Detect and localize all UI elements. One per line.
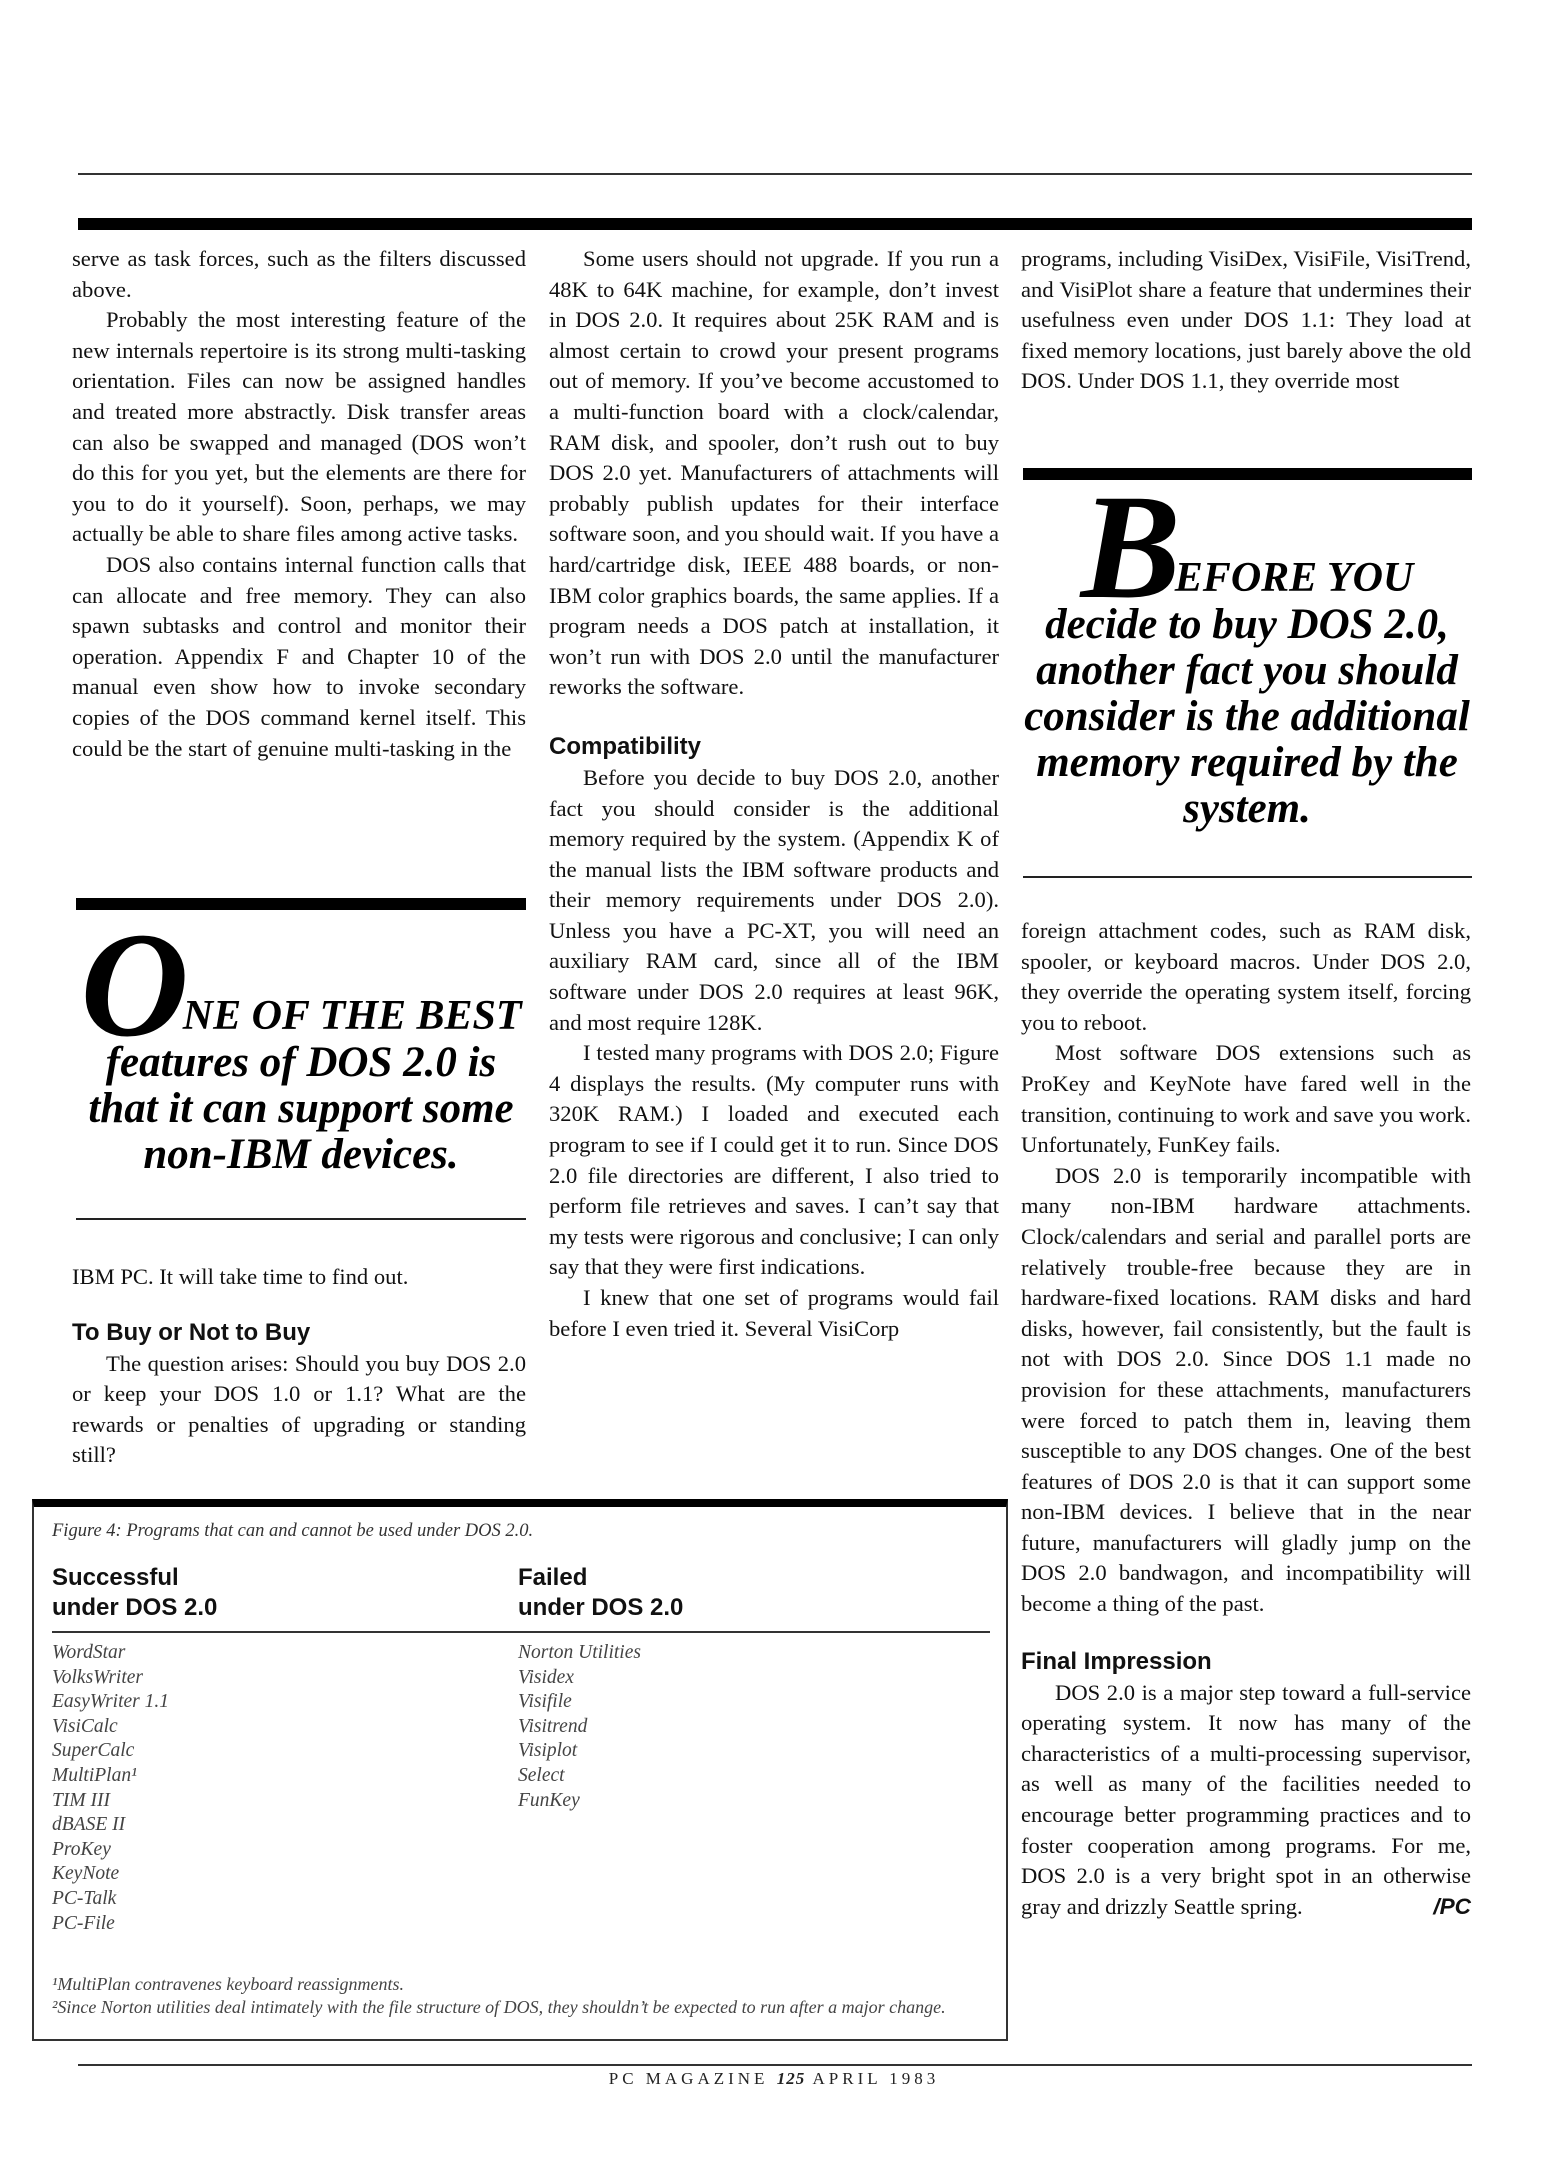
paragraph xyxy=(1021,1678,1471,1923)
list-item: VisiCalc xyxy=(52,1715,118,1737)
paragraph: DOS also contains internal function calls that can allocate and free memory. They can also spawn subtasks and control and monitor their operation. Appendix F and Chapter 10 of the manual even show how to invoke secondary copies of the DOS command kernel itself. This could be the start of genuine multi-tasking in the xyxy=(72,551,526,761)
pull-quote-2-bottom-rule xyxy=(1023,876,1472,878)
list-item: EasyWriter 1.1 xyxy=(52,1691,169,1713)
pull-quote-2 xyxy=(1016,464,1478,832)
paragraph: I tested many programs with DOS 2.0; Figure 4 displays the results. (My computer runs with 320K RAM.) I loaded and executed each program to see if I could get it to run. Since DOS 2.0 file directories are different, I also tried to perform file retrieves and saves. I can’t say that my tests were rigorous and conclusive; I can only say that they were first indications. xyxy=(549,1040,999,1280)
top-thick-rule xyxy=(78,218,1472,230)
successful-list xyxy=(52,1641,169,1936)
section-heading: To Buy or Not to Buy xyxy=(72,1318,311,1346)
paragraph: Some users should not upgrade. If you run a 48K to 64K machine, for example, don’t invest in DOS 2.0. It requires about 25K RAM and is almost certain to crowd your present programs out of memory. If you’ve become accustomed to a multi-function board with a clock/calendar, RAM disk, and spooler, don’t rush out to buy DOS 2.0 yet. Manufacturers of attachments will probably publish updates for their interface software soon, and you should wait. If you have a hard/cartridge disk, IEEE 488 boards, or non-IBM color graphics boards, the same applies. If a program needs a DOS patch at installation, it won’t run with DOS 2.0 until the manufacturer reworks the software. xyxy=(549,246,999,700)
closing-text: DOS 2.0 is a major step toward a full-service operating system. It now has many of the characteristics of a multi-processing supervisor, as well as many of the facilities needed to encourage better programming practices and to foster cooperation among programs. For me, DOS 2.0 is a very bright spot in an otherwise gray and drizzly Seattle spring. xyxy=(1021,1679,1471,1919)
page-number: 125 xyxy=(776,2069,806,2088)
paragraph: serve as task forces, such as the filters discussed above. xyxy=(72,246,526,302)
list-item: Norton Utilities xyxy=(518,1642,641,1663)
paragraph: Most software DOS extensions such as ProKey and KeyNote have fared well in the transition, continuing to work and save you work. Unfortunately, FunKey fails. xyxy=(1021,1040,1471,1158)
list-item: MultiPlan¹ xyxy=(52,1764,137,1786)
issue-date: APRIL 1983 xyxy=(812,2069,940,2088)
section-heading: Compatibility xyxy=(549,732,702,760)
footer-rule xyxy=(78,2064,1472,2066)
magazine-name: PC MAGAZINE xyxy=(608,2069,769,2088)
failed-column-heading xyxy=(518,1563,683,1623)
figure-header-rule xyxy=(52,1631,990,1633)
signoff: /PC xyxy=(1433,1893,1471,1919)
heading-line: Failed xyxy=(518,1564,588,1591)
paragraph: programs, including VisiDex, VisiFile, VisiTrend, and VisiPlot share a feature that undermines their usefulness even under DOS 1.1: They load at fixed memory locations, just barely above the old DOS. Under DOS 1.1, they override most xyxy=(1021,246,1471,394)
paragraph: I knew that one set of programs would fail before I even tried it. Several VisiCorp xyxy=(549,1285,999,1341)
column-3-upper xyxy=(1021,244,1471,397)
paragraph: foreign attachment codes, such as RAM disk, spooler, or keyboard macros. Under DOS 2.0, they override the operating system itself, forcing you to reboot. xyxy=(1021,918,1471,1035)
failed-list xyxy=(518,1641,641,1813)
pull-quote-text: features of DOS 2.0 is that it can support some non-IBM devices. xyxy=(88,1039,514,1178)
pull-quote-lead: NE OF THE BEST xyxy=(182,993,522,1039)
list-item: PC-File xyxy=(52,1912,115,1934)
pull-quote-text: decide to buy DOS 2.0, another fact you should consider is the additional memory required by the system. xyxy=(1024,601,1470,832)
list-item: VolksWriter xyxy=(52,1666,143,1688)
footnote: ²Since Norton utilities deal intimately with the file structure of DOS, they shouldn’t be expected to run after a major change. xyxy=(52,1997,946,2017)
section-heading: Final Impression xyxy=(1021,1647,1212,1675)
figure-footnotes xyxy=(52,1973,992,2019)
list-item: Visiplot xyxy=(518,1740,578,1762)
heading-line: under DOS 2.0 xyxy=(52,1594,218,1621)
list-item: WordStar xyxy=(52,1642,126,1663)
figure-4-table xyxy=(32,1499,1008,2041)
pull-quote-1 xyxy=(66,902,536,1178)
pull-quote-1-bottom-rule xyxy=(76,1218,526,1220)
list-item: SuperCalc xyxy=(52,1740,135,1762)
heading-line: Successful xyxy=(52,1564,179,1591)
column-2 xyxy=(549,244,999,1344)
paragraph: Probably the most interesting feature of the new internals repertoire is its strong multi-tasking orientation. Files can now be assigned handles and treated more abstractly. Disk transfer areas can also be swapped and managed (DOS won’t do this for you yet, but the elements are there for you to do it yourself). Soon, perhaps, we may actually be able to share files among active tasks. xyxy=(72,307,526,547)
page-footer xyxy=(0,2069,1548,2089)
drop-cap: O xyxy=(80,902,189,1068)
pull-quote-lead: EFORE YOU xyxy=(1174,555,1414,601)
footnote: ¹MultiPlan contravenes keyboard reassignments. xyxy=(52,1974,404,1994)
list-item: dBASE II xyxy=(52,1814,126,1836)
list-item: Visitrend xyxy=(518,1715,588,1737)
paragraph: DOS 2.0 is temporarily incompatible with many non-IBM hardware attachments. Clock/calendars and serial and parallel ports are relatively trouble-free because they are in hardware-fixed locations. RAM disks and hard disks, however, fail consistently, but the fault is not with DOS 2.0. Since DOS 1.1 made no provision for these attachments, manufacturers were forced to patch them in, leaving them susceptible to any DOS changes. One of the best features of DOS 2.0 is that it can support some non-IBM devices. I believe that in the near future, manufacturers will gladly jump on the DOS 2.0 bandwagon, and incompatibility will become a thing of the past. xyxy=(1021,1162,1471,1617)
list-item: Visidex xyxy=(518,1666,574,1688)
drop-cap: B xyxy=(1080,464,1181,630)
paragraph: Before you decide to buy DOS 2.0, another fact you should consider is the additional memory required by the system. (Appendix K of the manual lists the IBM software products and their memory requirements under DOS 2.0). Unless you have a PC-XT, you will need an auxiliary RAM card, since all of the IBM software under DOS 2.0 requires at least 96K, and most require 128K. xyxy=(549,764,999,1035)
list-item: KeyNote xyxy=(52,1863,120,1885)
column-1-upper xyxy=(72,244,526,764)
column-3-lower xyxy=(1021,916,1471,1922)
list-item: Select xyxy=(518,1764,565,1786)
column-1-lower xyxy=(72,1262,526,1471)
heading-line: under DOS 2.0 xyxy=(518,1594,684,1621)
list-item: FunKey xyxy=(518,1789,580,1811)
list-item: TIM III xyxy=(52,1789,110,1811)
list-item: PC-Talk xyxy=(52,1887,117,1909)
successful-column-heading xyxy=(52,1563,217,1623)
paragraph: IBM PC. It will take time to find out. xyxy=(72,1264,409,1289)
figure-caption: Figure 4: Programs that can and cannot be used under DOS 2.0. xyxy=(52,1521,534,1541)
list-item: Visifile xyxy=(518,1691,572,1713)
top-hairline-rule xyxy=(78,173,1472,175)
paragraph: The question arises: Should you buy DOS 2.0 or keep your DOS 1.0 or 1.1? What are the rewards or penalties of upgrading or standing still? xyxy=(72,1350,526,1468)
list-item: ProKey xyxy=(52,1838,111,1860)
